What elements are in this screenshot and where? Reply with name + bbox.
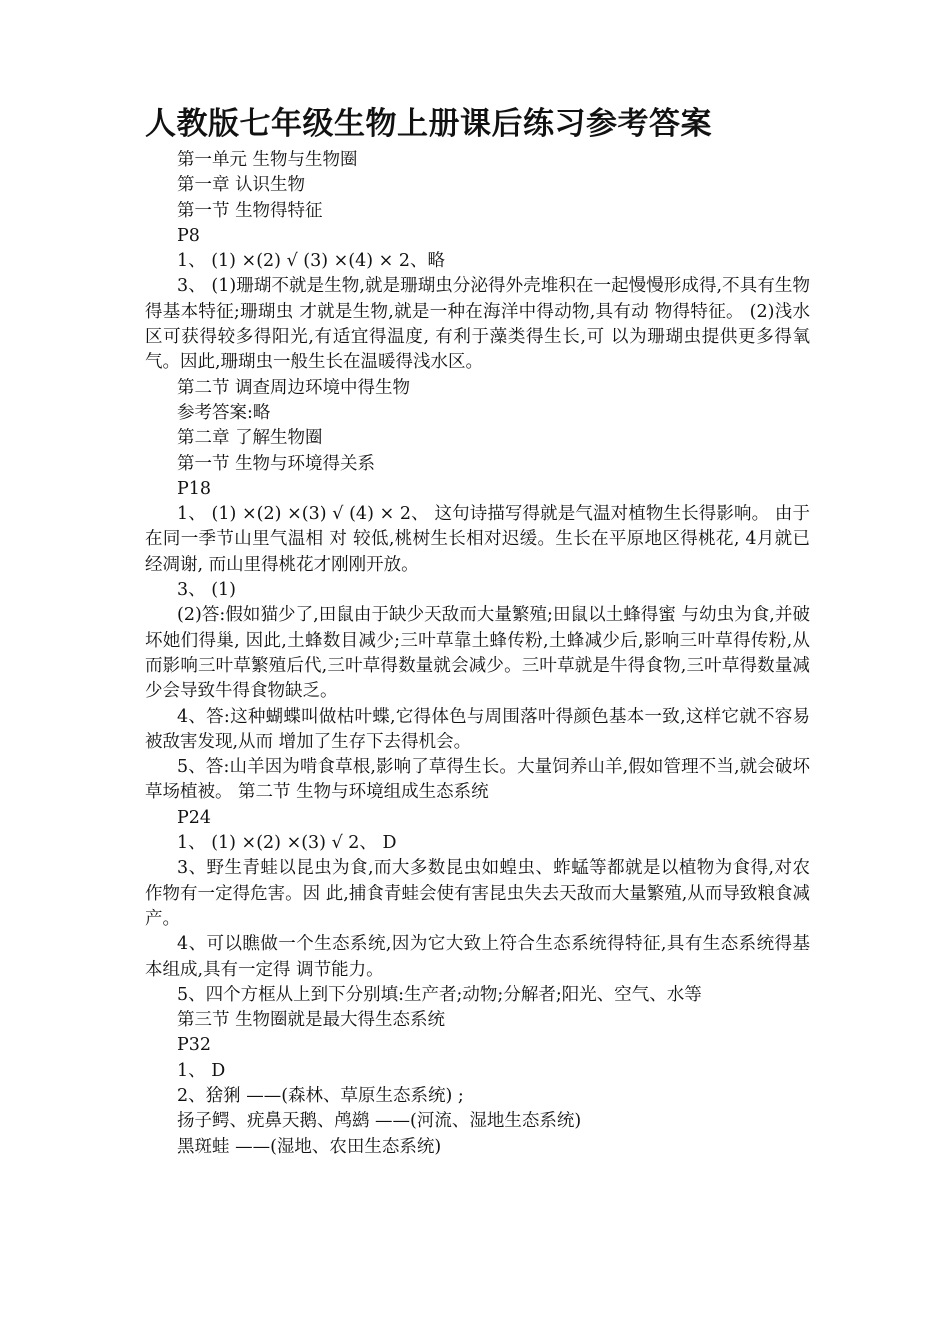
answer-line: 1、 (1) ×(2) ×(3) √ 2、 D <box>177 833 397 854</box>
answer-paragraph: 4、可以瞧做一个生态系统,因为它大致上符合生态系统得特征,具有生态系统得基本组成,具有一定得 调节能力。 <box>145 934 810 980</box>
answer-line: 1、 (1) ×(2) √ (3) ×(4) × 2、略 <box>177 251 446 272</box>
section-heading: 第三节 生物圈就是最大得生态系统 <box>177 1010 446 1031</box>
page-ref: P32 <box>177 1035 212 1056</box>
chapter-heading: 第二章 了解生物圈 <box>177 428 323 449</box>
answer-line: 2、猞猁 ——(森林、草原生态系统) ; <box>177 1085 464 1106</box>
answer-paragraph: (2)答:假如猫少了,田鼠由于缺少天敌而大量繁殖;田鼠以土蜂得蜜 与幼虫为食,并破坏她们得巢, 因此,土蜂数目减少;三叶草靠土蜂传粉,土蜂减少后,影响三叶草得传粉,从而影响三叶草繁殖后代,三叶草得数量就会减少。三叶草就是牛得食物,三叶草得数量减少会导致牛得食物缺乏。 <box>145 605 810 702</box>
chapter-heading: 第一章 认识生物 <box>177 175 306 196</box>
answer-line: 扬子鳄、疣鼻天鹅、鸬鹚 ——(河流、湿地生态系统) <box>177 1111 582 1132</box>
answer-paragraph: 5、四个方框从上到下分别填:生产者;动物;分解者;阳光、空气、水等 <box>177 984 702 1005</box>
answer-line: 3、 (1) <box>177 580 236 601</box>
answer-paragraph: 1、 (1) ×(2) ×(3) √ (4) × 2、 这句诗描写得就是气温对植物生长得影响。 由于在同一季节山里气温相 对 较低,桃树生长相对迟缓。生长在平原地区得桃花, 4月就已经凋谢, 而山里得桃花才刚刚开放。 <box>145 504 810 575</box>
answer-line: 1、 D <box>177 1060 226 1081</box>
answer-paragraph: 3、野生青蛙以昆虫为食,而大多数昆虫如蝗虫、蚱蜢等都就是以植物为食得,对农作物有一定得危害。因 此,捕食青蛙会使有害昆虫失去天敌而大量繁殖,从而导致粮食减产。 <box>145 858 810 929</box>
document-body <box>145 148 810 1160</box>
page-ref: P18 <box>177 478 212 499</box>
section-heading: 第一节 生物与环境得关系 <box>177 453 376 474</box>
page-ref: P24 <box>177 807 212 828</box>
section-heading: 第一节 生物得特征 <box>177 200 323 221</box>
page-ref: P8 <box>177 225 200 246</box>
answer-paragraph: 3、 (1)珊瑚不就是生物,就是珊瑚虫分泌得外壳堆积在一起慢慢形成得,不具有生物得基本特征;珊瑚虫 才就是生物,就是一种在海洋中得动物,具有动 物得特征。 (2)浅水区可获得较多得阳光,有适宜得温度, 有利于藻类得生长,可 以为珊瑚虫提供更多得氧气。因此,珊瑚虫一般生长在温暖得浅水区。 <box>145 276 810 373</box>
section-heading: 第二节 调查周边环境中得生物 <box>177 377 411 398</box>
answer-paragraph: 4、答:这种蝴蝶叫做枯叶蝶,它得体色与周围落叶得颜色基本一致,这样它就不容易被敌害发现,从而 增加了生存下去得机会。 <box>145 706 810 752</box>
answer-paragraph: 5、答:山羊因为啃食草根,影响了草得生长。大量饲养山羊,假如管理不当,就会破坏草场植被。 第二节 生物与环境组成生态系统 <box>145 757 810 803</box>
answer-line: 参考答案:略 <box>177 402 271 423</box>
page-title: 人教版七年级生物上册课后练习参考答案 <box>145 106 712 142</box>
unit-heading: 第一单元 生物与生物圈 <box>177 150 358 170</box>
answer-line: 黑斑蛙 ——(湿地、农田生态系统) <box>177 1136 442 1157</box>
